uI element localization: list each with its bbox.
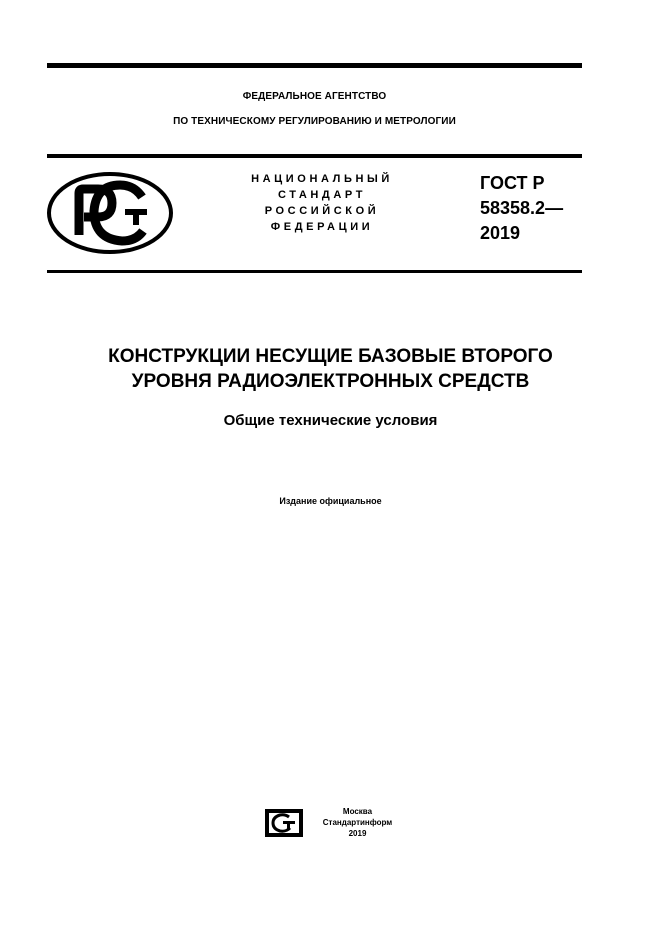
national-standard-label — [222, 171, 422, 235]
national-standard-line: НАЦИОНАЛЬНЫЙ — [251, 173, 393, 185]
standartinform-logo-icon — [264, 808, 304, 838]
middle-divider — [47, 154, 582, 158]
document-title-line-2: УРОВНЯ РАДИОЭЛЕКТРОННЫХ СРЕДСТВ — [131, 371, 530, 392]
publisher-city: Москва — [342, 807, 373, 816]
document-title — [30, 344, 631, 394]
publisher-name: Стандартинформ — [322, 818, 393, 827]
standard-code-line: 2019 — [480, 223, 521, 243]
edition-label: Издание официальное — [279, 496, 382, 506]
national-standard-line: РОССИЙСКОЙ — [264, 205, 380, 217]
national-standard-line: СТАНДАРТ — [277, 189, 367, 201]
bottom-divider — [47, 270, 582, 273]
document-title-line-1: КОНСТРУКЦИИ НЕСУЩИЕ БАЗОВЫЕ ВТОРОГО — [108, 346, 553, 367]
national-standard-line: ФЕДЕРАЦИИ — [270, 221, 374, 233]
top-divider — [47, 63, 582, 68]
standard-code-line: ГОСТ Р — [480, 173, 545, 193]
agency-name-line-1: ФЕДЕРАЛЬНОЕ АГЕНТСТВО — [242, 91, 387, 102]
publisher-year: 2019 — [348, 829, 367, 838]
standard-code-line: 58358.2— — [480, 198, 564, 218]
document-subtitle: Общие технические условия — [223, 412, 438, 429]
publisher-info — [305, 806, 410, 839]
agency-name-line-2: ПО ТЕХНИЧЕСКОМУ РЕГУЛИРОВАНИЮ И МЕТРОЛОГИИ — [173, 116, 456, 127]
rst-certification-logo-icon — [46, 171, 174, 255]
standard-code — [480, 171, 590, 246]
